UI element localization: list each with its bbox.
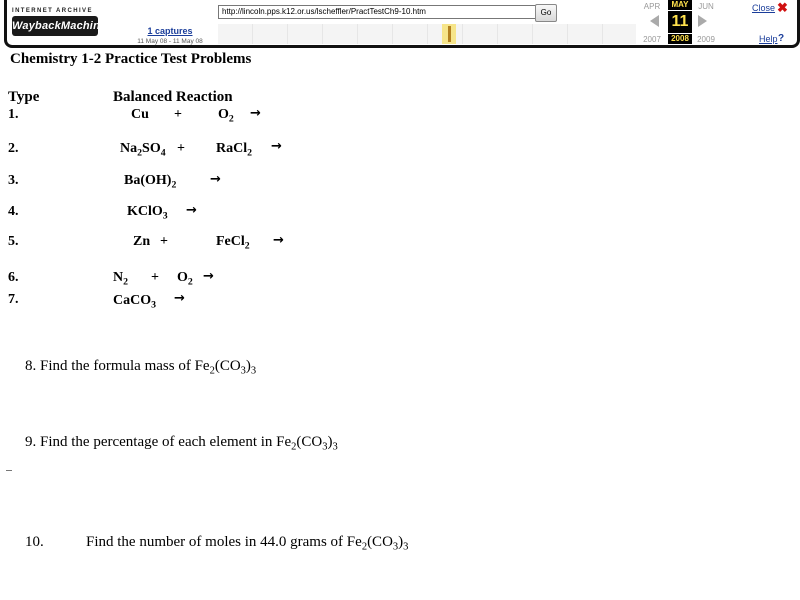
problem-2-reactant-a: $Na_2SO_4$	[120, 141, 166, 159]
problem-6-plus: +	[151, 270, 159, 285]
problem-1-reactant-b: $O_2$	[218, 107, 234, 125]
problem-5-number: 5.	[8, 234, 19, 249]
month-current: MAY	[668, 0, 692, 10]
problem-6-number: 6.	[8, 270, 19, 285]
sparkline-capture-mark[interactable]	[448, 26, 451, 42]
stray-mark	[6, 470, 12, 471]
reaction-arrow-icon: →	[203, 269, 214, 284]
problem-3-reactant-a: $Ba(OH)_2$	[124, 173, 177, 191]
problem-1-reactant-a: Cu	[131, 107, 149, 122]
problem-1-number: 1.	[8, 107, 19, 122]
year-next[interactable]: 2009	[697, 35, 715, 44]
logo-main-text: WaybackMachine	[12, 16, 98, 36]
problem-7-reactant-a: CaCO$_3$	[113, 293, 157, 311]
year-prev[interactable]: 2007	[643, 35, 661, 44]
logo-top-text: INTERNET ARCHIVE	[12, 8, 93, 14]
problem-6-reactant-b: $O_2$	[177, 270, 193, 288]
problem-5-reactant-a: Zn	[133, 234, 151, 249]
reaction-arrow-icon: →	[210, 172, 221, 187]
url-input[interactable]: http://lincoln.pps.k12.or.us/lscheffler/PractTestCh9-10.htm	[218, 5, 536, 19]
problem-7-number: 7.	[8, 292, 19, 307]
reaction-arrow-icon: →	[174, 291, 185, 306]
problem-1-plus: +	[174, 107, 182, 122]
problem-6-reactant-a: $N_2$	[113, 270, 129, 288]
wayback-toolbar	[0, 0, 800, 50]
year-current: 2008	[668, 34, 692, 44]
problem-3-number: 3.	[8, 173, 19, 188]
captures-link[interactable]: 1 captures	[147, 26, 193, 36]
page-title: Chemistry 1-2 Practice Test Problems	[10, 51, 252, 67]
question-9: 9. Find the percentage of each element in $Fe_2(CO_3)_3$	[25, 434, 338, 453]
wayback-logo[interactable]	[10, 6, 110, 42]
close-x-icon[interactable]: ✖	[777, 0, 788, 15]
month-next[interactable]: JUN	[698, 2, 714, 11]
close-link[interactable]: Close	[752, 3, 776, 13]
problem-2-plus: +	[177, 141, 185, 156]
problem-4-number: 4.	[8, 204, 19, 219]
question-icon[interactable]: ?	[778, 33, 785, 44]
problem-2-number: 2.	[8, 141, 19, 156]
reaction-arrow-icon: →	[273, 233, 284, 248]
question-8: 8. Find the formula mass of $Fe_2(CO_3)_3$	[25, 358, 257, 377]
problem-4-reactant-a: KClO$_3$	[127, 204, 168, 222]
go-button[interactable]: Go	[535, 4, 557, 22]
day-current: 11	[668, 11, 692, 33]
reaction-arrow-icon: →	[271, 139, 282, 154]
capture-sparkline[interactable]	[218, 24, 636, 44]
problem-5-plus: +	[160, 234, 168, 249]
captures-range: 11 May 08 - 11 May 08	[137, 38, 203, 45]
next-capture-arrow-icon[interactable]	[698, 15, 707, 27]
question-10-number: 10.	[25, 534, 44, 550]
problem-5-reactant-b: FeCl$_2$	[216, 234, 250, 252]
reaction-arrow-icon: →	[186, 203, 197, 218]
question-10: Find the number of moles in 44.0 grams of $Fe_2(CO_3)_3$	[86, 534, 409, 553]
help-link[interactable]: Help	[759, 34, 778, 44]
problem-2-reactant-b: RaCl$_2$	[216, 141, 253, 159]
captures-info	[125, 26, 215, 45]
month-prev[interactable]: APR	[643, 2, 661, 11]
prev-capture-arrow-icon[interactable]	[650, 15, 659, 27]
column-header-type: Type	[8, 89, 40, 105]
reaction-arrow-icon: →	[250, 106, 261, 121]
column-header-reaction: Balanced Reaction	[113, 89, 233, 105]
